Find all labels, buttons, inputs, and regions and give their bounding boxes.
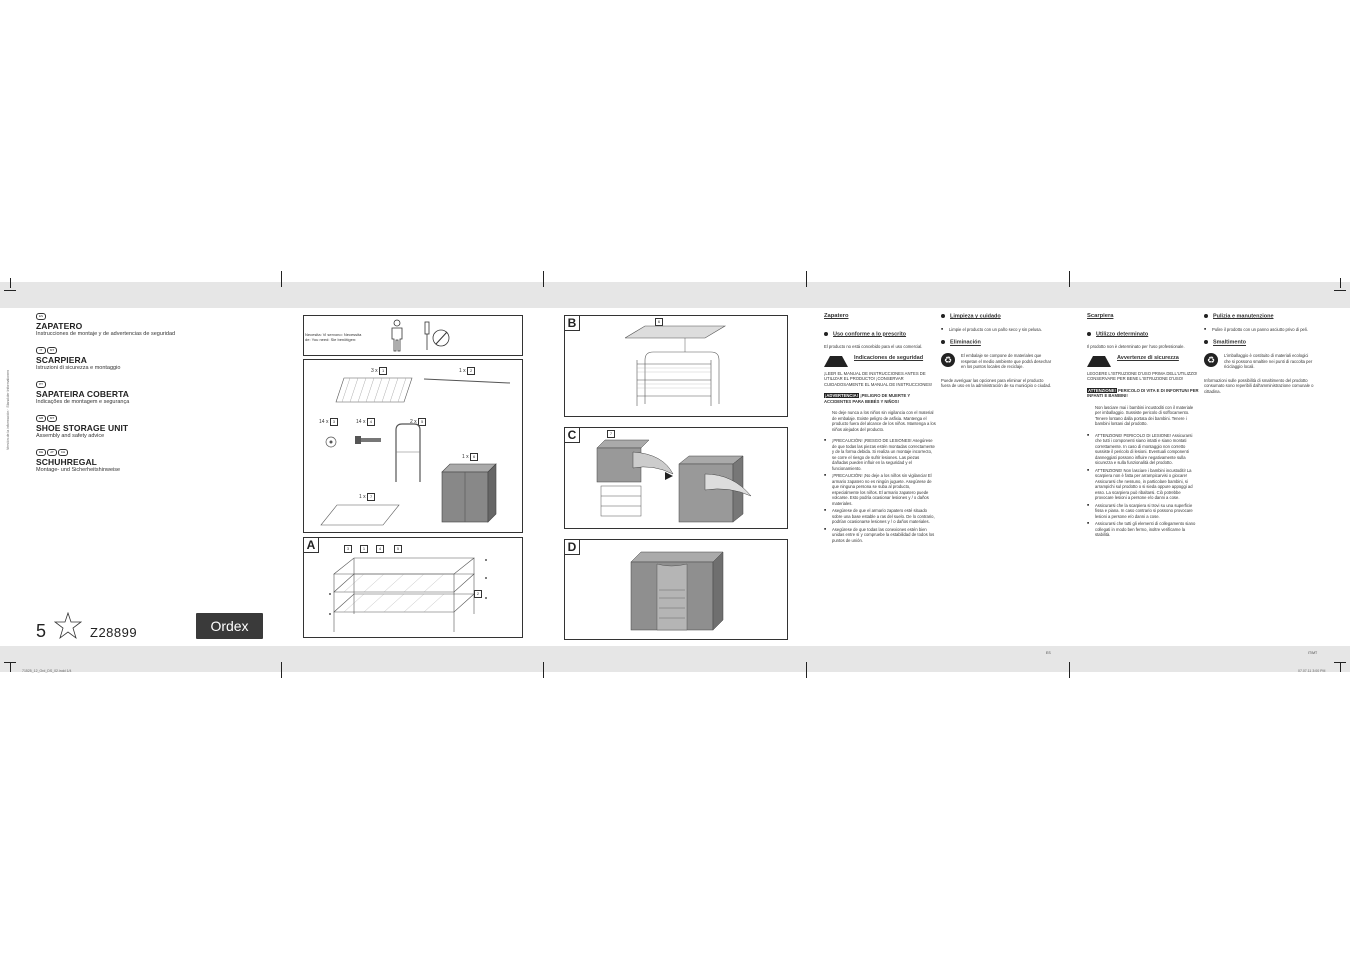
- bullet-icon: [1204, 314, 1208, 318]
- es-clean-text: ■ Limpie el producto con un paño seco y sin pelusa.: [941, 327, 1053, 333]
- it-col-2: [1204, 314, 1316, 400]
- bullet-icon: [824, 332, 828, 336]
- flag-icon: GB: [36, 415, 46, 422]
- it-bullet-3: ■ Assicurarsi che la scarpiera si trovi su una superficie fissa e piana. In caso contrario si possono provocare lesioni a persone e/o danni a cose.: [1087, 503, 1199, 520]
- flag-icon: DE: [36, 449, 46, 456]
- it-clean-heading: Pulizia e manutenzione: [1204, 314, 1316, 320]
- part-ref: 4: [376, 545, 384, 553]
- bullet-icon: [1204, 340, 1208, 344]
- lang-block-es: [36, 313, 175, 338]
- crop-mark: [1069, 271, 1070, 287]
- es-disposal-heading: Eliminación: [941, 340, 1053, 346]
- es-col-1: [824, 314, 936, 545]
- es-bullet-3: ■ Asegúrese de que el armario zapatero esté situado sobre una base estable a ras del suelo. De lo contrario, podrían ocasionarse lesiones y / o daños materiales.: [824, 508, 936, 525]
- star-icon: [54, 612, 82, 640]
- flag-icon: IT: [36, 347, 46, 354]
- qty-label: 14 x 4: [356, 418, 375, 426]
- top-margin-band: [0, 282, 1350, 308]
- version-note: Versión de la información · Stand der Informationen: [6, 370, 10, 450]
- qty-label: 1 x 2: [459, 367, 475, 375]
- part-ref: 2: [474, 590, 482, 598]
- step-b-panel: [564, 315, 788, 417]
- step-label: C: [564, 427, 580, 443]
- crop-mark: [543, 662, 544, 678]
- it-safety-heading: Avvertenze di sicurezza: [1087, 356, 1199, 367]
- es-use-text: El producto no está concebido para el uso comercial.: [824, 344, 923, 350]
- warning-triangle-icon: [824, 356, 848, 367]
- warning-triangle-icon: [1087, 356, 1111, 367]
- flag-icon: CH: [58, 449, 68, 456]
- es-safety-text: ¡LEER EL MANUAL DE INSTRUCCIONES ANTES DE UTILIZAR EL PRODUCTO! ¡CONSERVAR CUIDADOSAMENTE EL MANUAL DE INSTRUCCIONES!: [824, 370, 933, 387]
- it-disposal-heading: Smaltimento: [1204, 340, 1316, 346]
- it-warning: ATTENZIONE! PERICOLO DI VITA E DI INFORTUNI PER INFANTI E BAMBINI!: [1087, 387, 1199, 399]
- flag-icon: MT: [47, 415, 57, 422]
- flag-icon: AT: [47, 449, 57, 456]
- step-c-illustration: [593, 434, 783, 524]
- connector-icon: [324, 435, 338, 449]
- crop-mark: [281, 662, 282, 678]
- step-d-panel: [564, 539, 788, 640]
- bullet-icon: [941, 314, 945, 318]
- subtitle-de: Montage- und Sicherheitshinweise: [36, 467, 121, 473]
- it-disposal-text: Informazioni sulle possibilità di smaltimento del prodotto consumato sono reperibili dall'amministrazione comunale o cittadina.: [1204, 377, 1314, 394]
- bottom-margin-band: [0, 646, 1350, 672]
- it-safety-text: LEGGERE L'ISTRUZIONE D'USO PRIMA DELL'UTILIZZO! CONSERVARE PER BENE L'ISTRUZIONE D'USO!: [1087, 370, 1198, 382]
- es-warning-text: No deje nunca a los niños sin vigilancia con el material de embalaje. Existe peligro de asfixia. Mantenga el producto fuera del alcance de los niños. Mantenga a los niños alejados del producto.: [832, 410, 936, 432]
- flag-icon: ES: [36, 313, 46, 320]
- lang-block-gb: [36, 415, 128, 440]
- crop-mark: [806, 662, 807, 678]
- es-bullet-1: ■ ¡PRECAUCIÓN! ¡RIESGO DE LESIONES! Asegúrese de que todas las piezas estén montadas correctamente y de la forma debida. Si realiza un montaje incorrecto, se corre el riesgo de sufrir lesiones. Las piezas dañadas pueden influir en la seguridad y el funcionamiento.: [824, 438, 936, 471]
- crop-mark: [806, 271, 807, 287]
- step-a-illustration: [324, 544, 514, 634]
- step-a-panel: [303, 537, 523, 638]
- print-slug-right: 07.07.11 3:00 PM: [1298, 669, 1326, 673]
- screw-icon: [354, 434, 384, 446]
- step-label: D: [564, 539, 580, 555]
- tools-note: Necesita: Vi servono: Necessita de: You need: Sie benötigen:: [305, 332, 362, 342]
- title-de: SCHUHREGAL: [36, 457, 97, 467]
- person-icon: [389, 319, 405, 352]
- es-disposal-block: ♻ El embalaje se compone de materiales que respetan el medio ambiente que podrá desechar en los puntos locales de reciclaje.: [941, 353, 1053, 370]
- subtitle-it: Istruzioni di sicurezza e montaggio: [36, 365, 121, 371]
- it-use-text: Il prodotto non è determinato per l'uso professionale.: [1087, 344, 1185, 350]
- title-es: ZAPATERO: [36, 321, 83, 331]
- it-warning-text: Non lasciare mai i bambini incustoditi con il materiale per imballaggio. Sussiste pericolo di soffocamento. Tenere lontano dalla portata dei bambini. Tenere i bambini lontani dal prodotto.: [1095, 404, 1194, 427]
- it-bullet-2: ■ ATTENZIONE! Non lasciare i bambini incustoditi! La scarpiera non è fatta per arrampicarvisi o giocare! Assicurarsi che nessuno, in particolare bambini, si arrampichi sul prodotto o si sieda oppure appoggi ad esso. La scarpiera può ribaltarsi. Ciò potrebbe provocare lesioni a persone e/o danni a cose.: [1087, 468, 1199, 501]
- page-number: 5: [36, 621, 47, 641]
- es-title: Zapatero: [824, 313, 849, 319]
- es-col-2: [941, 314, 1053, 395]
- crop-mark: [1069, 662, 1070, 678]
- subtitle-es: Instrucciones de montaje y de advertencias de seguridad: [36, 331, 176, 337]
- part-ref: 6: [655, 318, 663, 326]
- it-use-heading: Utilizzo determinato: [1087, 332, 1199, 338]
- page-footer-it: IT/MT: [1308, 651, 1318, 655]
- cover-icon: [438, 462, 498, 524]
- part-ref: 1: [360, 545, 368, 553]
- rod-icon: [422, 377, 512, 385]
- title-pt: SAPATEIRA COBERTA: [36, 389, 129, 399]
- crop-mark: [1340, 278, 1341, 288]
- crop-mark: [281, 271, 282, 287]
- qty-label: 2 x 5: [410, 418, 426, 426]
- bullet-icon: [941, 340, 945, 344]
- es-warning: ¡ADVERTENCIA! ¡PELIGRO DE MUERTE Y ACCIDENTES PARA BEBÉS Y NIÑOS!: [824, 393, 911, 404]
- flag-icon: PT: [36, 381, 46, 388]
- part-ref: 3: [344, 545, 352, 553]
- subtitle-gb: Assembly and safety advice: [36, 433, 105, 439]
- print-slug-left: 71525_12_Ord_DS_02.indd 1/4: [22, 669, 72, 673]
- lang-block-pt: [36, 381, 129, 406]
- crop-mark: [4, 290, 16, 291]
- tools-panel: [303, 315, 523, 356]
- mat-icon: [319, 503, 401, 527]
- it-col-1: [1087, 314, 1199, 540]
- step-b-illustration: [625, 324, 735, 414]
- crop-mark: [543, 271, 544, 287]
- es-safety-heading: Indicaciones de seguridad: [824, 356, 936, 367]
- page-footer-es: ES: [1046, 651, 1051, 655]
- qty-label: 1 x 7: [359, 493, 375, 501]
- it-title: Scarpiera: [1087, 313, 1114, 319]
- it-clean-text: ■ Pulire il prodotto con un panno asciutto privo di peli.: [1204, 327, 1316, 333]
- step-c-panel: [564, 427, 788, 529]
- step-label: B: [564, 315, 580, 331]
- screwdriver-icon: [420, 320, 450, 352]
- step-label: A: [303, 537, 319, 553]
- product-code: Z28899: [90, 625, 138, 640]
- es-bullet-4: ■ Asegúrese de que todas las conexiones estén bien unidas entre sí y compruebe la estabilidad de todos los puntos de unión.: [824, 527, 936, 544]
- part-ref: 7: [607, 430, 615, 438]
- shelf-rack-icon: [334, 376, 414, 404]
- crop-mark: [1334, 290, 1346, 291]
- it-bullet-4: ■ Assicurarsi che tutti gli elementi di collegamento siano collegati in modo ben fermo, inoltre verificarne la stabilità.: [1087, 521, 1199, 538]
- parts-panel: [303, 359, 523, 533]
- title-it: SCARPIERA: [36, 355, 87, 365]
- bullet-icon: [1087, 332, 1091, 336]
- es-clean-heading: Limpieza y cuidado: [941, 314, 1053, 320]
- title-gb: SHOE STORAGE UNIT: [36, 423, 129, 433]
- step-d-illustration: [627, 550, 727, 632]
- recycle-icon: ♻: [1204, 353, 1218, 367]
- flag-icon: MT: [47, 347, 57, 354]
- it-disposal-block: ♻ L'imballaggio è costituito di materiali ecologici che si possono smaltire nei punti di raccolta per riciclaggio locali.: [1204, 353, 1316, 370]
- lang-block-de: [36, 449, 120, 474]
- lang-block-it: [36, 347, 120, 372]
- qty-label: 14 x 3: [319, 418, 338, 426]
- es-use-heading: Uso conforme a lo prescrito: [824, 332, 936, 338]
- crop-mark: [1340, 662, 1341, 672]
- es-disposal-text: Puede averiguar las opciones para eliminar el producto fuera de uso en la administración de su municipio o ciudad.: [941, 377, 1052, 389]
- crop-mark: [10, 662, 11, 672]
- recycle-icon: ♻: [941, 353, 955, 367]
- crop-mark: [10, 278, 11, 288]
- qty-label: 3 x 1: [371, 367, 387, 375]
- part-ref: 5: [394, 545, 402, 553]
- es-bullet-2: ■ ¡PRECAUCIÓN! ¡No deje a los niños sin vigilancia! El armario zapatero no es ningún juguete. Asegúrese de que ninguna persona se suba al producto, especialmente los niños. El armario zapatero puede volcarse. Esto podría ocasionar lesiones y / o daños materiales.: [824, 473, 936, 506]
- subtitle-pt: Indicações de montagem e segurança: [36, 399, 130, 405]
- it-bullet-1: ■ ATTENZIONE! PERICOLO DI LESIONE! Assicurarsi che tutti i componenti siano intatti e siano montati correttamente. In caso di montaggio non corretto sussiste il pericolo di lesioni. Eventuali componenti danneggiati possono influire negativamente sulla sicurezza e sulla funzionalità del prodotto.: [1087, 433, 1199, 466]
- brand-logo: Ordex: [196, 613, 263, 639]
- frame-icon: [390, 422, 426, 484]
- qty-label: 1 x 6: [462, 453, 478, 461]
